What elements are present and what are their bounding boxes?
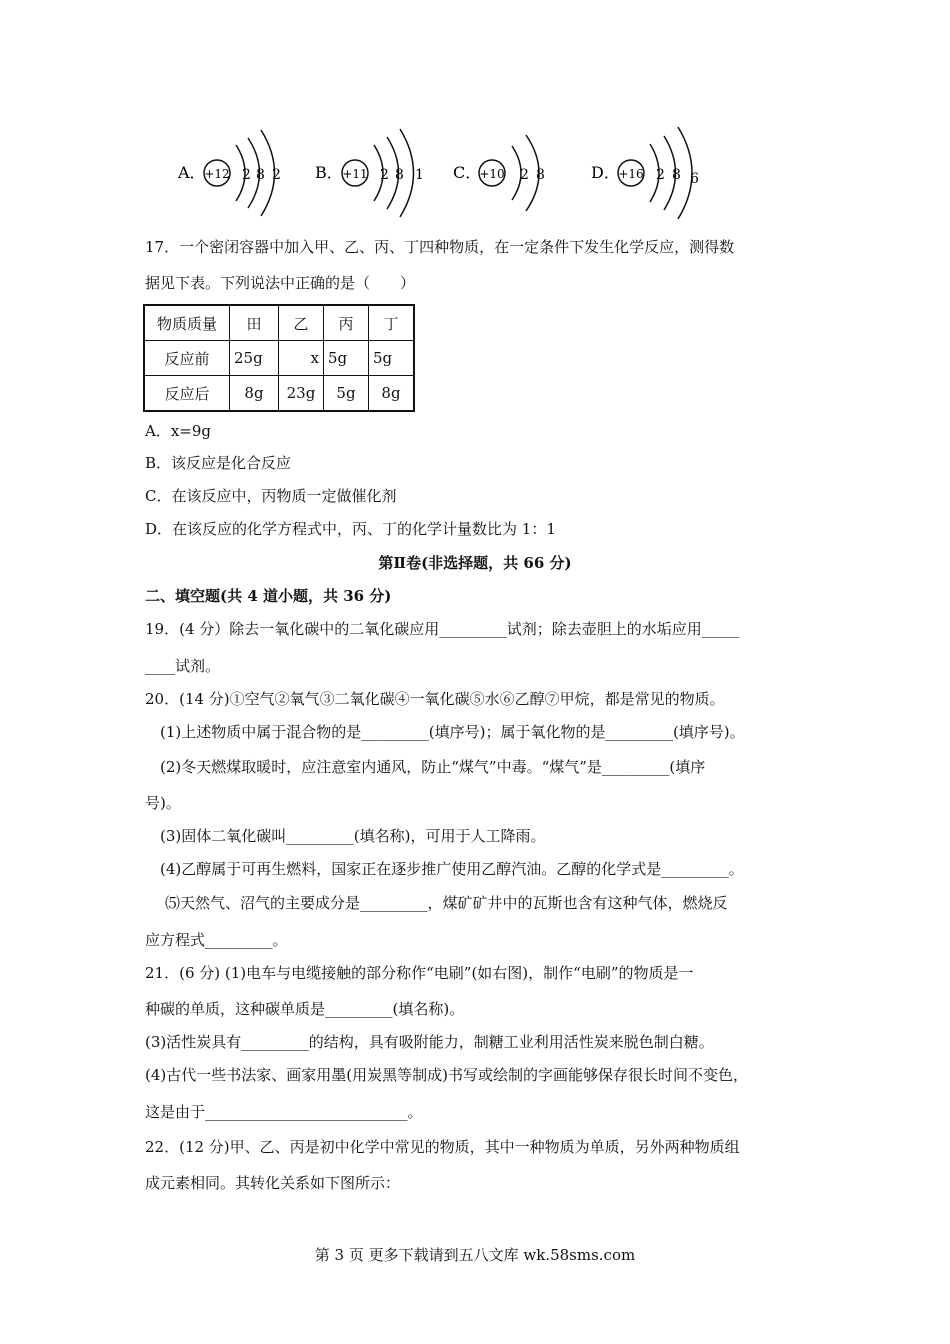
table-cell: 5g: [324, 376, 369, 412]
q21-line3: (3)活性炭具有_________的结构，具有吸附能力，制糖工业利用活性炭来脱色制白糖。: [145, 1033, 714, 1051]
atom-b: [315, 129, 424, 217]
table-cell: 8g: [369, 376, 415, 412]
table-cell: 5g: [324, 341, 369, 376]
table-cell: 反应后: [144, 376, 230, 412]
q20-part2: (2)冬天燃煤取暖时，应注意室内通风，防止“煤气”中毒。“煤气”是_________(填序: [160, 758, 706, 776]
shell-electrons: 8: [256, 167, 265, 183]
shell-electrons: 2: [656, 167, 665, 183]
q20-part3: (3)固体二氧化碳叫_________(填名称)，可用于人工降雨。: [160, 827, 546, 845]
table-cell: 反应前: [144, 341, 230, 376]
q20-part1: (1)上述物质中属于混合物的是_________(填序号)；属于氧化物的是_________(填序号)。: [160, 723, 745, 741]
q17-stem-line2: 据见下表。下列说法中正确的是（ ）: [145, 274, 416, 292]
q21-line4: (4)古代一些书法家、画家用墨(用炭黑等制成)书写或绘制的字画能够保存很长时间不变色，: [145, 1066, 748, 1084]
table-cell: 5g: [369, 341, 415, 376]
shell-electrons: 2: [242, 167, 251, 183]
q17-option-a: A．x=9g: [145, 422, 212, 440]
q21-line2: 种碳的单质，这种碳单质是_________(填名称)。: [145, 1000, 465, 1018]
nucleus-charge: +16: [618, 167, 644, 181]
atom-letter: D．: [591, 163, 620, 182]
q22-line1: 22．(12 分)甲、乙、丙是初中化学中常见的物质，其中一种物质为单质，另外两种物质组: [145, 1138, 740, 1156]
q21-line1: 21．(6 分) (1)电车与电缆接触的部分称作“电刷”(如右图)，制作“电刷”的物质是一: [145, 964, 694, 982]
table-row: [144, 341, 414, 376]
atom-a: [177, 130, 281, 216]
shell-electrons: 2: [520, 167, 529, 183]
q20-part5-cont: 应方程式_________。: [145, 931, 288, 949]
shell-electrons: 8: [672, 167, 681, 183]
table-cell: 丙: [324, 305, 369, 341]
q20-stem: 20．(14 分)①空气②氧气③二氧化碳④一氧化碳⑤水⑥乙醇⑦甲烷，都是常见的物质。: [145, 690, 725, 708]
shell-electrons: 2: [272, 167, 281, 183]
q20-part5: ⑸天然气、沼气的主要成分是_________，煤矿矿井中的瓦斯也含有这种气体，燃烧反: [165, 894, 728, 912]
q19-line2: ____试剂。: [145, 657, 221, 675]
nucleus-charge: +10: [479, 167, 505, 181]
shell-electrons: 2: [380, 167, 389, 183]
shell-electrons: 8: [536, 167, 545, 183]
table-row: [144, 305, 414, 341]
table-cell: 25g: [230, 341, 279, 376]
q20-part4: (4)乙醇属于可再生燃料，国家正在逐步推广使用乙醇汽油。乙醇的化学式是_________。: [160, 860, 744, 878]
atom-letter: C．: [453, 163, 482, 182]
table-row: [144, 376, 414, 412]
table-cell: 丁: [369, 305, 415, 341]
q21-line5: 这是由于___________________________。: [145, 1103, 423, 1121]
q17-option-c: C．在该反应中，丙物质一定做催化剂: [145, 487, 397, 505]
q22-line2: 成元素相同。其转化关系如下图所示：: [145, 1174, 401, 1192]
atom-diagrams: [170, 120, 730, 220]
table-cell: 8g: [230, 376, 279, 412]
q20-part2-cont: 号)。: [145, 794, 181, 812]
table-cell: x: [279, 341, 324, 376]
table-cell: 田: [230, 305, 279, 341]
section-title: 第Ⅱ卷(非选择题，共 66 分): [378, 554, 572, 572]
atom-letter: B．: [315, 163, 343, 182]
mass-table: [143, 304, 415, 412]
shell-electrons: 6: [690, 171, 699, 187]
part-title: 二、填空题(共 4 道小题，共 36 分): [145, 587, 392, 605]
nucleus-charge: +12: [204, 167, 230, 181]
q17-option-d: D．在该反应的化学方程式中，丙、丁的化学计量数比为 1：1: [145, 520, 556, 538]
q19-line1: 19．(4 分）除去一氧化碳中的二氧化碳应用_________试剂；除去壶胆上的水垢应用_____: [145, 620, 740, 638]
atom-d: [591, 127, 699, 219]
atom-c: [453, 135, 545, 211]
table-cell: 23g: [279, 376, 324, 412]
nucleus-charge: +11: [342, 167, 368, 181]
q17-option-b: B．该反应是化合反应: [145, 454, 292, 472]
table-cell: 物质质量: [144, 305, 230, 341]
atom-letter: A．: [178, 163, 206, 182]
q17-stem-line1: 17．一个密闭容器中加入甲、乙、丙、丁四种物质，在一定条件下发生化学反应，测得数: [145, 238, 735, 256]
shell-electrons: 1: [415, 167, 424, 183]
table-cell: 乙: [279, 305, 324, 341]
page-footer: 第 3 页 更多下载请到五八文库 wk.58sms.com: [314, 1246, 636, 1264]
shell-electrons: 8: [395, 167, 404, 183]
